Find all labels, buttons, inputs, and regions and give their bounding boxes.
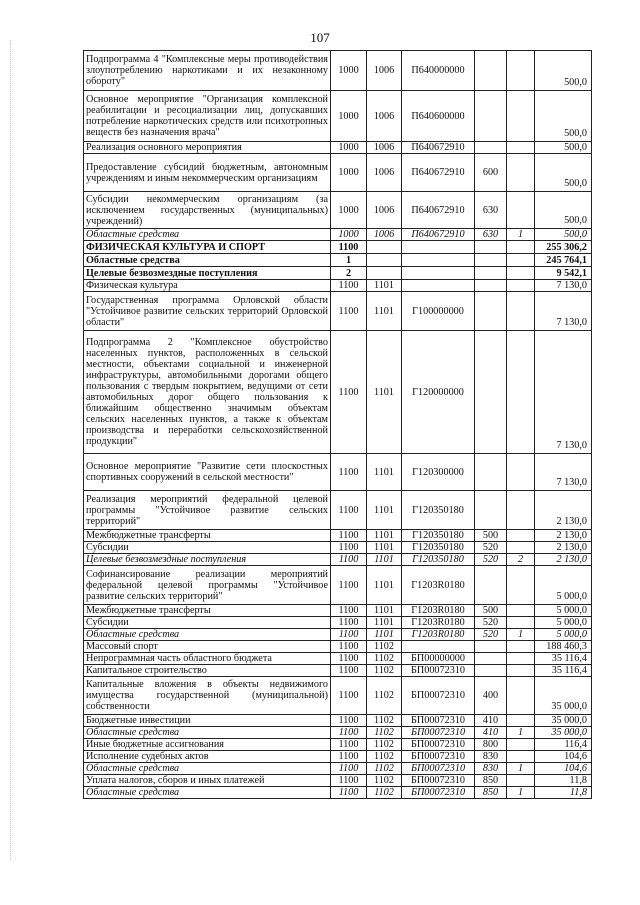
section-code-cell: 1100	[331, 775, 367, 787]
expense-name-cell: Исполнение судебных актов	[84, 751, 331, 763]
expense-type-cell	[475, 51, 507, 91]
expense-name-cell: Подпрограмма 2 "Комплексное обустройство населенных пунктов, расположенных в сельской местности, объектами социальной и инженерной инфраструктуры, автомобильными дорогами общего пользования с твердым покрытием, ведущими от сети автомобильных дорог общего пользования к ближайшим общественно значимым объектам сельских населенных пунктов, а также к объектам производства и переработки сельскохозяйственной продукции"	[84, 331, 331, 454]
section-code-cell: 1100	[331, 280, 367, 292]
amount-cell: 35 000,0	[535, 677, 592, 715]
funding-source-cell	[507, 542, 535, 554]
funding-source-cell	[507, 530, 535, 542]
amount-cell: 245 764,1	[535, 254, 592, 267]
target-article-cell: П640672910	[402, 229, 475, 241]
table-row	[84, 566, 592, 605]
expense-name-cell: Предоставление субсидий бюджетным, автономным учреждениям и иным некоммерческим организациям	[84, 154, 331, 192]
target-article-cell	[402, 241, 475, 254]
expense-name-cell: Физическая культура	[84, 280, 331, 292]
section-code-cell: 1000	[331, 154, 367, 192]
amount-cell: 35 000,0	[535, 715, 592, 727]
subsection-code-cell: 1101	[367, 454, 402, 491]
subsection-code-cell: 1102	[367, 739, 402, 751]
amount-cell: 116,4	[535, 739, 592, 751]
table-row	[84, 775, 592, 787]
amount-cell: 5 000,0	[535, 617, 592, 629]
funding-source-cell	[507, 566, 535, 605]
section-code-cell: 1100	[331, 653, 367, 665]
target-article-cell: БП00072310	[402, 751, 475, 763]
table-row	[84, 677, 592, 715]
subsection-code-cell: 1006	[367, 154, 402, 192]
expense-name-cell: Субсидии	[84, 542, 331, 554]
expense-type-cell: 520	[475, 617, 507, 629]
target-article-cell: П640000000	[402, 51, 475, 91]
page-number: 107	[310, 30, 330, 45]
amount-cell: 500,0	[535, 142, 592, 154]
amount-cell: 5 000,0	[535, 566, 592, 605]
subsection-code-cell: 1006	[367, 192, 402, 229]
amount-cell: 255 306,2	[535, 241, 592, 254]
funding-source-cell	[507, 665, 535, 677]
subsection-code-cell: 1101	[367, 280, 402, 292]
subsection-code-cell: 1101	[367, 292, 402, 331]
section-code-cell: 1100	[331, 665, 367, 677]
subsection-code-cell: 1101	[367, 554, 402, 566]
table-row	[84, 605, 592, 617]
subsection-code-cell: 1101	[367, 629, 402, 641]
expense-name-cell: Областные средства	[84, 229, 331, 241]
funding-source-cell	[507, 677, 535, 715]
target-article-cell: Г120300000	[402, 454, 475, 491]
subsection-code-cell: 1102	[367, 775, 402, 787]
funding-source-cell	[507, 280, 535, 292]
expense-type-cell: 830	[475, 763, 507, 775]
expense-type-cell: 520	[475, 542, 507, 554]
budget-table	[83, 50, 592, 799]
table-row	[84, 727, 592, 739]
expense-name-cell: Подпрограмма 4 "Комплексные меры противодействия злоупотреблению наркотиками и их незаконному обороту"	[84, 51, 331, 91]
expense-name-cell: Основное мероприятие "Развитие сети плоскостных спортивных сооружений в сельской местности"	[84, 454, 331, 491]
expense-type-cell: 500	[475, 605, 507, 617]
target-article-cell	[402, 254, 475, 267]
target-article-cell: БП00072310	[402, 727, 475, 739]
subsection-code-cell: 1102	[367, 715, 402, 727]
section-code-cell: 1000	[331, 229, 367, 241]
section-code-cell: 1000	[331, 142, 367, 154]
target-article-cell: П640600000	[402, 91, 475, 142]
expense-type-cell: 600	[475, 154, 507, 192]
section-code-cell: 1100	[331, 292, 367, 331]
amount-cell: 5 000,0	[535, 629, 592, 641]
section-code-cell: 1100	[331, 751, 367, 763]
section-code-cell: 1100	[331, 530, 367, 542]
expense-name-cell: Областные средства	[84, 254, 331, 267]
expense-type-cell: 850	[475, 775, 507, 787]
target-article-cell: БП00072310	[402, 787, 475, 799]
section-code-cell: 1100	[331, 641, 367, 653]
amount-cell: 2 130,0	[535, 530, 592, 542]
subsection-code-cell: 1102	[367, 641, 402, 653]
table-row	[84, 530, 592, 542]
target-article-cell: Г100000000	[402, 292, 475, 331]
expense-type-cell	[475, 454, 507, 491]
section-code-cell: 1100	[331, 331, 367, 454]
funding-source-cell: 1	[507, 727, 535, 739]
section-code-cell: 1100	[331, 542, 367, 554]
expense-type-cell: 630	[475, 192, 507, 229]
expense-name-cell: Государственная программа Орловской области "Устойчивое развитие сельских территорий Орловской области"	[84, 292, 331, 331]
target-article-cell: БП00072310	[402, 763, 475, 775]
target-article-cell: БП00072310	[402, 665, 475, 677]
subsection-code-cell: 1102	[367, 727, 402, 739]
target-article-cell: БП00072310	[402, 739, 475, 751]
funding-source-cell	[507, 254, 535, 267]
amount-cell: 35 000,0	[535, 727, 592, 739]
expense-name-cell: Межбюджетные трансферты	[84, 605, 331, 617]
target-article-cell: БП00072310	[402, 677, 475, 715]
table-row	[84, 254, 592, 267]
funding-source-cell	[507, 267, 535, 280]
table-row	[84, 554, 592, 566]
amount-cell: 500,0	[535, 192, 592, 229]
table-row	[84, 241, 592, 254]
amount-cell: 188 460,3	[535, 641, 592, 653]
amount-cell: 104,6	[535, 763, 592, 775]
table-row	[84, 91, 592, 142]
amount-cell: 7 130,0	[535, 280, 592, 292]
expense-name-cell: Реализация основного мероприятия	[84, 142, 331, 154]
amount-cell: 500,0	[535, 91, 592, 142]
amount-cell: 500,0	[535, 51, 592, 91]
funding-source-cell	[507, 715, 535, 727]
section-code-cell: 1000	[331, 51, 367, 91]
section-code-cell: 1100	[331, 715, 367, 727]
table-row	[84, 641, 592, 653]
amount-cell: 500,0	[535, 229, 592, 241]
expense-name-cell: Межбюджетные трансферты	[84, 530, 331, 542]
section-code-cell: 1100	[331, 727, 367, 739]
amount-cell: 5 000,0	[535, 605, 592, 617]
funding-source-cell: 1	[507, 763, 535, 775]
target-article-cell: БП00000000	[402, 653, 475, 665]
expense-type-cell	[475, 280, 507, 292]
target-article-cell: Г120350180	[402, 491, 475, 530]
subsection-code-cell: 1102	[367, 665, 402, 677]
expense-name-cell: Целевые безвозмездные поступления	[84, 267, 331, 280]
funding-source-cell	[507, 653, 535, 665]
table-row	[84, 629, 592, 641]
scan-margin-line	[10, 40, 11, 860]
expense-name-cell: Целевые безвозмездные поступления	[84, 554, 331, 566]
expense-name-cell: Областные средства	[84, 727, 331, 739]
subsection-code-cell: 1101	[367, 617, 402, 629]
section-code-cell: 1100	[331, 554, 367, 566]
funding-source-cell	[507, 751, 535, 763]
amount-cell: 9 542,1	[535, 267, 592, 280]
section-code-cell: 1100	[331, 566, 367, 605]
subsection-code-cell	[367, 254, 402, 267]
section-code-cell: 1100	[331, 763, 367, 775]
amount-cell: 104,6	[535, 751, 592, 763]
amount-cell: 500,0	[535, 154, 592, 192]
expense-type-cell	[475, 665, 507, 677]
target-article-cell: Г120000000	[402, 331, 475, 454]
amount-cell: 2 130,0	[535, 554, 592, 566]
section-code-cell: 1100	[331, 491, 367, 530]
target-article-cell: П640672910	[402, 192, 475, 229]
funding-source-cell	[507, 192, 535, 229]
table-row	[84, 267, 592, 280]
expense-name-cell: Субсидии	[84, 617, 331, 629]
table-row	[84, 617, 592, 629]
amount-cell: 7 130,0	[535, 292, 592, 331]
funding-source-cell: 1	[507, 229, 535, 241]
expense-name-cell: Иные бюджетные ассигнования	[84, 739, 331, 751]
subsection-code-cell: 1006	[367, 229, 402, 241]
funding-source-cell	[507, 91, 535, 142]
amount-cell: 11,8	[535, 787, 592, 799]
table-row	[84, 787, 592, 799]
table-row	[84, 491, 592, 530]
expense-type-cell	[475, 292, 507, 331]
expense-type-cell	[475, 254, 507, 267]
table-row	[84, 763, 592, 775]
target-article-cell	[402, 641, 475, 653]
subsection-code-cell: 1101	[367, 605, 402, 617]
target-article-cell: Г1203R0180	[402, 629, 475, 641]
section-code-cell: 1100	[331, 739, 367, 751]
subsection-code-cell: 1102	[367, 787, 402, 799]
target-article-cell: Г1203R0180	[402, 617, 475, 629]
expense-name-cell: Софинансирование реализации мероприятий федеральной целевой программы "Устойчивое развитие сельских территорий"	[84, 566, 331, 605]
section-code-cell: 1000	[331, 91, 367, 142]
table-row	[84, 454, 592, 491]
table-row	[84, 51, 592, 91]
amount-cell: 7 130,0	[535, 331, 592, 454]
expense-type-cell: 410	[475, 727, 507, 739]
subsection-code-cell: 1101	[367, 530, 402, 542]
funding-source-cell	[507, 292, 535, 331]
target-article-cell	[402, 267, 475, 280]
funding-source-cell	[507, 491, 535, 530]
expense-type-cell	[475, 566, 507, 605]
expense-type-cell	[475, 641, 507, 653]
funding-source-cell	[507, 142, 535, 154]
table-row	[84, 292, 592, 331]
expense-type-cell	[475, 491, 507, 530]
table-body	[84, 51, 592, 799]
funding-source-cell: 1	[507, 629, 535, 641]
amount-cell: 2 130,0	[535, 491, 592, 530]
table-row	[84, 280, 592, 292]
table-row	[84, 154, 592, 192]
amount-cell: 35 116,4	[535, 653, 592, 665]
section-code-cell: 1	[331, 254, 367, 267]
section-code-cell: 1100	[331, 617, 367, 629]
subsection-code-cell: 1102	[367, 763, 402, 775]
table-row	[84, 751, 592, 763]
expense-type-cell: 630	[475, 229, 507, 241]
expense-name-cell: Областные средства	[84, 629, 331, 641]
target-article-cell: Г120350180	[402, 542, 475, 554]
section-code-cell: 1000	[331, 192, 367, 229]
subsection-code-cell: 1101	[367, 566, 402, 605]
expense-type-cell: 850	[475, 787, 507, 799]
table-row	[84, 542, 592, 554]
funding-source-cell	[507, 739, 535, 751]
funding-source-cell	[507, 617, 535, 629]
target-article-cell	[402, 280, 475, 292]
target-article-cell: Г1203R0180	[402, 605, 475, 617]
expense-type-cell	[475, 653, 507, 665]
subsection-code-cell: 1101	[367, 542, 402, 554]
expense-name-cell: Областные средства	[84, 787, 331, 799]
section-code-cell: 1100	[331, 629, 367, 641]
expense-type-cell: 520	[475, 554, 507, 566]
section-code-cell: 2	[331, 267, 367, 280]
section-code-cell: 1100	[331, 605, 367, 617]
funding-source-cell	[507, 331, 535, 454]
target-article-cell: Г1203R0180	[402, 566, 475, 605]
expense-type-cell	[475, 331, 507, 454]
target-article-cell: П640672910	[402, 154, 475, 192]
table-row	[84, 192, 592, 229]
subsection-code-cell: 1006	[367, 51, 402, 91]
expense-type-cell: 830	[475, 751, 507, 763]
subsection-code-cell: 1102	[367, 677, 402, 715]
expense-type-cell	[475, 142, 507, 154]
section-code-cell: 1100	[331, 241, 367, 254]
target-article-cell: Г120350180	[402, 554, 475, 566]
funding-source-cell: 2	[507, 554, 535, 566]
expense-name-cell: Непрограммная часть областного бюджета	[84, 653, 331, 665]
expense-name-cell: ФИЗИЧЕСКАЯ КУЛЬТУРА И СПОРТ	[84, 241, 331, 254]
subsection-code-cell: 1101	[367, 331, 402, 454]
expense-type-cell	[475, 241, 507, 254]
funding-source-cell	[507, 641, 535, 653]
expense-name-cell: Реализация мероприятий федеральной целевой программы "Устойчивое развитие сельских территорий"	[84, 491, 331, 530]
amount-cell: 35 116,4	[535, 665, 592, 677]
subsection-code-cell: 1102	[367, 653, 402, 665]
expense-name-cell: Основное мероприятие "Организация комплексной реабилитации и ресоциализации лиц, допускавших потребление наркотических средств или психотропных веществ без назначения врача"	[84, 91, 331, 142]
section-code-cell: 1100	[331, 677, 367, 715]
expense-type-cell: 800	[475, 739, 507, 751]
expense-type-cell: 520	[475, 629, 507, 641]
funding-source-cell	[507, 454, 535, 491]
amount-cell: 7 130,0	[535, 454, 592, 491]
table-row	[84, 142, 592, 154]
expense-name-cell: Капитальные вложения в объекты недвижимого имущества государственной (муниципальной) собственности	[84, 677, 331, 715]
expense-name-cell: Областные средства	[84, 763, 331, 775]
subsection-code-cell: 1006	[367, 142, 402, 154]
expense-type-cell: 410	[475, 715, 507, 727]
funding-source-cell	[507, 775, 535, 787]
funding-source-cell	[507, 241, 535, 254]
expense-type-cell	[475, 91, 507, 142]
expense-type-cell: 400	[475, 677, 507, 715]
target-article-cell: П640672910	[402, 142, 475, 154]
funding-source-cell	[507, 605, 535, 617]
subsection-code-cell: 1006	[367, 91, 402, 142]
table-row	[84, 665, 592, 677]
target-article-cell: БП00072310	[402, 715, 475, 727]
expense-name-cell: Уплата налогов, сборов и иных платежей	[84, 775, 331, 787]
expense-name-cell: Массовый спорт	[84, 641, 331, 653]
amount-cell: 11,8	[535, 775, 592, 787]
target-article-cell: БП00072310	[402, 775, 475, 787]
subsection-code-cell: 1102	[367, 751, 402, 763]
section-code-cell: 1100	[331, 787, 367, 799]
table-row	[84, 653, 592, 665]
expense-type-cell	[475, 267, 507, 280]
subsection-code-cell: 1101	[367, 491, 402, 530]
subsection-code-cell	[367, 241, 402, 254]
expense-type-cell: 500	[475, 530, 507, 542]
target-article-cell: Г120350180	[402, 530, 475, 542]
amount-cell: 2 130,0	[535, 542, 592, 554]
table-row	[84, 739, 592, 751]
funding-source-cell	[507, 154, 535, 192]
table-row	[84, 331, 592, 454]
section-code-cell: 1100	[331, 454, 367, 491]
expense-name-cell: Бюджетные инвестиции	[84, 715, 331, 727]
funding-source-cell: 1	[507, 787, 535, 799]
expense-name-cell: Субсидии некоммерческим организациям (за исключением государственных (муниципальных) учреждений)	[84, 192, 331, 229]
table-row	[84, 715, 592, 727]
funding-source-cell	[507, 51, 535, 91]
table-row	[84, 229, 592, 241]
expense-name-cell: Капитальное строительство	[84, 665, 331, 677]
subsection-code-cell	[367, 267, 402, 280]
